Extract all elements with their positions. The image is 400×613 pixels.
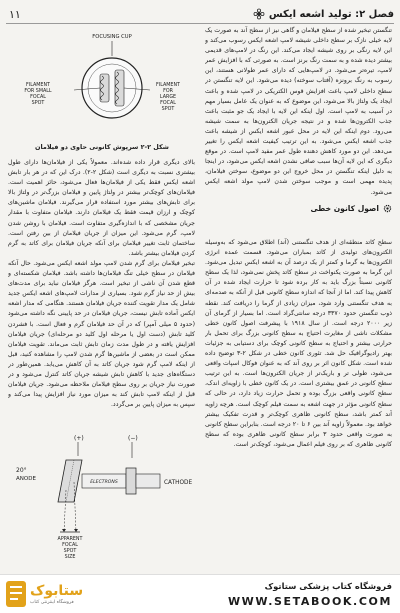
section-heading bbox=[205, 204, 392, 214]
anode-label: ANODE bbox=[16, 476, 36, 482]
left-column bbox=[8, 158, 195, 426]
store-name: فروشگاه کتاب پزشکی ستاتوک bbox=[264, 581, 392, 591]
focusing-cup-label: FOCUSING CUP bbox=[92, 34, 132, 40]
apparent-focal-label: APPARENT FOCAL SPOT SIZE bbox=[57, 537, 83, 560]
page-header bbox=[6, 5, 394, 24]
footer-banner bbox=[0, 574, 400, 613]
chapter-title: فصل ۲: تولید اشعه ایکس bbox=[268, 8, 394, 20]
brand-subtitle: فروشگاه اینترنتی کتاب bbox=[30, 600, 74, 605]
gear-icon bbox=[383, 204, 392, 213]
cathode-label: CATHODE bbox=[164, 480, 193, 486]
brand-name: ستابوک bbox=[30, 583, 84, 599]
figure1-caption: شکل ۲-۲ سرپوش کانونی حاوی دو فیلامان bbox=[35, 143, 169, 151]
left-column-paragraph: بالای دیگری قرار داده شده‌اند. معمولاً یکی از فیلامان‌ها دارای طول بیشتری نسبت به دیگری است (شکل ۲-۲). درک این که در هر بار تابش اشعه ایکس فقط یکی از فیلامان‌ها فعال می‌شود، حائز اهمیت است. فیلامان‌های کوچک‌تر بیشتر در ولتاژ پایین و فیلامان بزرگ‌تر در ولتاژ بالا برای تابش‌های بیشتر مورد استفاده قرار می‌گیرند. فیلامان ماشین‌های کوچک و ارزان قیمت فقط یک فیلامان دارند. فیلامان متفاوت با مقدار جریان مشخصی که با اندازه‌گیری متفاوت است. فیلامان با روشن شدن لامپ، گرم می‌شود. این میزان از جریان فیلامان از بین رفتن است. ساختمان ثابت تغییر فیلامان برای آنکه جریان فیلامان برای کاتد به گرم کردن فیلامان بیشتر باشد. تبخیر فیلامان برای گرم شدن لامپ مولد اشعه ایکس می‌شود. حال آنکه فیلامان در سطح خیلی تنگ فیلامان‌ها داشته باشد. فیلامان شکسته‌ای و قطع شدن آن ناشی از تبخیر است. هرگز فیلامان نباید برای مدت‌های بیش از حد نیاز گرم شود. بسیاری از مدارات لامپ‌های اشعه ایکس جدید شامل یک مدار تقویت کننده جریان فیلامان هستند. هنگامی که مدار اشعه ایکس آماده تابش نیست، جریان فیلامان در حد پایینی نگه داشته می‌شود (حدود ۵ میلی آمپر) که در آن حد فیلامان گرم و فعال است. با فشردن کلید تابش (دست اول یا مرحله اول کلید دو مرحله‌ای) جریان فیلامان افزایش یافته و در طول مدت زمان تابش ثابت می‌ماند. تقویت فیلامان ممکن است در بعضی از ماشین‌ها گرم شدن لامپ را مشاهده کنید، قبل از اینکه لامپ گرم شود جریان کاتد به آن کاهش می‌یابد. همین‌طور در دستگاه‌های جدید با کاهش تابش شیشه جریان کاتد کنترل می‌شود و در صورت نیاز جریان بر روی سطح فیلامان ملاحظه می‌شود. جریان فیلامان قبل از اینکه لامپ تابش کند به میزان مورد نیاز افزایش پیدا می‌کند و سپس به میزان پایین بر می‌گردد. bbox=[8, 159, 195, 409]
large-filament-label: FILAMENT FOR LARGE FOCAL SPOT bbox=[156, 83, 180, 112]
small-filament-label: FILAMENT FOR SMALL FOCAL SPOT bbox=[24, 83, 52, 106]
section-body bbox=[205, 238, 392, 568]
line-focus-diagram bbox=[8, 430, 196, 570]
electrons-label: ELECTRONS bbox=[90, 480, 118, 485]
focusing-cup-diagram bbox=[8, 28, 196, 140]
angle-label: 20° bbox=[16, 467, 27, 474]
flower-ornament-icon bbox=[253, 8, 265, 20]
minus-label: (−) bbox=[128, 435, 138, 442]
intro-paragraph: تنگستن تبخیر شده از سطح فیلامان و گاهی نیز از سطح آند به صورت یک لایه خیلی نازک بر سطح داخلی شیشه لامپ اشعه ایکس رسوب می‌کند و این لایه رنگی بر روی شیشه ایجاد می‌کند. این رنگ در لامپ‌های قدیمی بیشتر دیده شده و به سمت رنگ برنز است. به صورتی که با افزایش عمر لامپ، تیره‌تر می‌شود. در لامپ‌هایی که دارای عمر طولانی هستند، این رسوب به رنگ برونزه (آفتاب سوخته) دیده می‌شود. این لایه تنگستن در سطح داخلی لامپ باعث افزایش قوس الکتریکی در لامپ شده و باعث ایجاد یک ولتاژ بالا می‌شود، این موضوع که به عنوان یک عامل بسیار مهم در آسیب به لامپ است. اول اینکه این لایه با ایجاد یک جو مثبت باعث جذب الکترون‌ها شده و در نتیجه جریان الکترون‌ها به سمت شیشه می‌رود. دوم اینکه این لایه در محل عبور اشعه ایکس از شیشه باعث جذب اشعه ایکس می‌شود. به این ترتیب کیفیت اشعه ایکس را تغییر می‌دهد. این دو مورد کاهش دهنده طول عمر مفید لامپ است. در موقع دیگری که این لایه آن‌ها سبب صافی نشدن اشعه ایکس می‌شود، در اینجا به دلیل اینکه تنگستن در محل خروج این دو موضوع، سوختن فیلامان، پدیده مهمی است و موجب سوختن شدن لامپ مولد اشعه ایکس می‌شود. bbox=[205, 27, 392, 196]
figure-line-focus bbox=[8, 430, 196, 570]
plus-label: (+) bbox=[74, 435, 84, 442]
section-paragraph: سطح کاتد منطقه‌ای از هدف تنگستنی (آند) اطلاق می‌شود که به‌وسیله الکترون‌های تولیدی از کاتد بمباران می‌شود. قسمت عمده انرژی الکترون‌ها به گرما و کمتر از یک درصد آن به اشعه ایکس تبدیل می‌شود. این گرما به صورت یکنواخت در سطح کاتد پخش نمی‌شود، لذا یک سطح کانونی نسبتاً بزرگ باید به کار برده شود تا حرارت ایجاد شده در آن کاهش پیدا کند. اما از آنجا که اندازه سطح کانونی قبل از آنکه به صدمه‌ای به هدف تنگستنی وارد شود، میزان زیادی از گرما را دریافت کند. نقطه ذوب تنگستن حدود ۳۳۷۰ درجه سانتی‌گراد است. اما بسیار از گرمای آن زیر ۲۰۰۰ درجه است. از سال ۱۹۱۸ با پیشرفت اصول کانون خطی مشکلات ناشی از مغایرت احتیاج به سطح کانونی بزرگ برای تحمل بار حرارتی بیشتر و احتیاج به سطح کانونی کوچک برای دستیابی به جزئیات بهتر رادیوگرافیک حل شد. تئوری کانون خطی در شکل ۲-۳ توضیح داده شده است. شکل کانون اثر بر روی آند که به عنوان فوکال اسپات واقعی می‌شود، طولی تر و باریک‌تر از جریان الکترون‌ها است. به این ترتیب سطح کانونی در عمق بیشتری است. در یک کانون خطی با زاویه‌ای اندک، سطح کانونی واقعی بزرگ بوده و تحمل حرارت زیاد دارد، در حالی که سطح کانونی مؤثر در جهت اشعه به سمت فیلم کوچک است. هرچه زاویه آند کمتر باشد، سطح کانونی ظاهری کوچک‌تر و قدرت تفکیک بیشتر خواهد بود. معمولاً زاویه آند بین ۶ تا ۲۰ درجه است. بنابراین سطح کانونی به صورت واقعی حدود ۳ برابر سطح کانونی ظاهری بوده که سطح کانونی ظاهری که بر روی فیلم اعمال می‌شود، کوچک‌تر است. bbox=[205, 239, 392, 448]
figure-focusing-cup bbox=[8, 28, 196, 140]
store-url[interactable]: WWW.SETABOOK.COM bbox=[227, 595, 392, 608]
chapter-heading bbox=[253, 8, 394, 20]
section-title: اصول کانون خطی bbox=[310, 203, 379, 213]
page-number: ۱۱ bbox=[9, 7, 21, 21]
right-column bbox=[205, 26, 392, 236]
